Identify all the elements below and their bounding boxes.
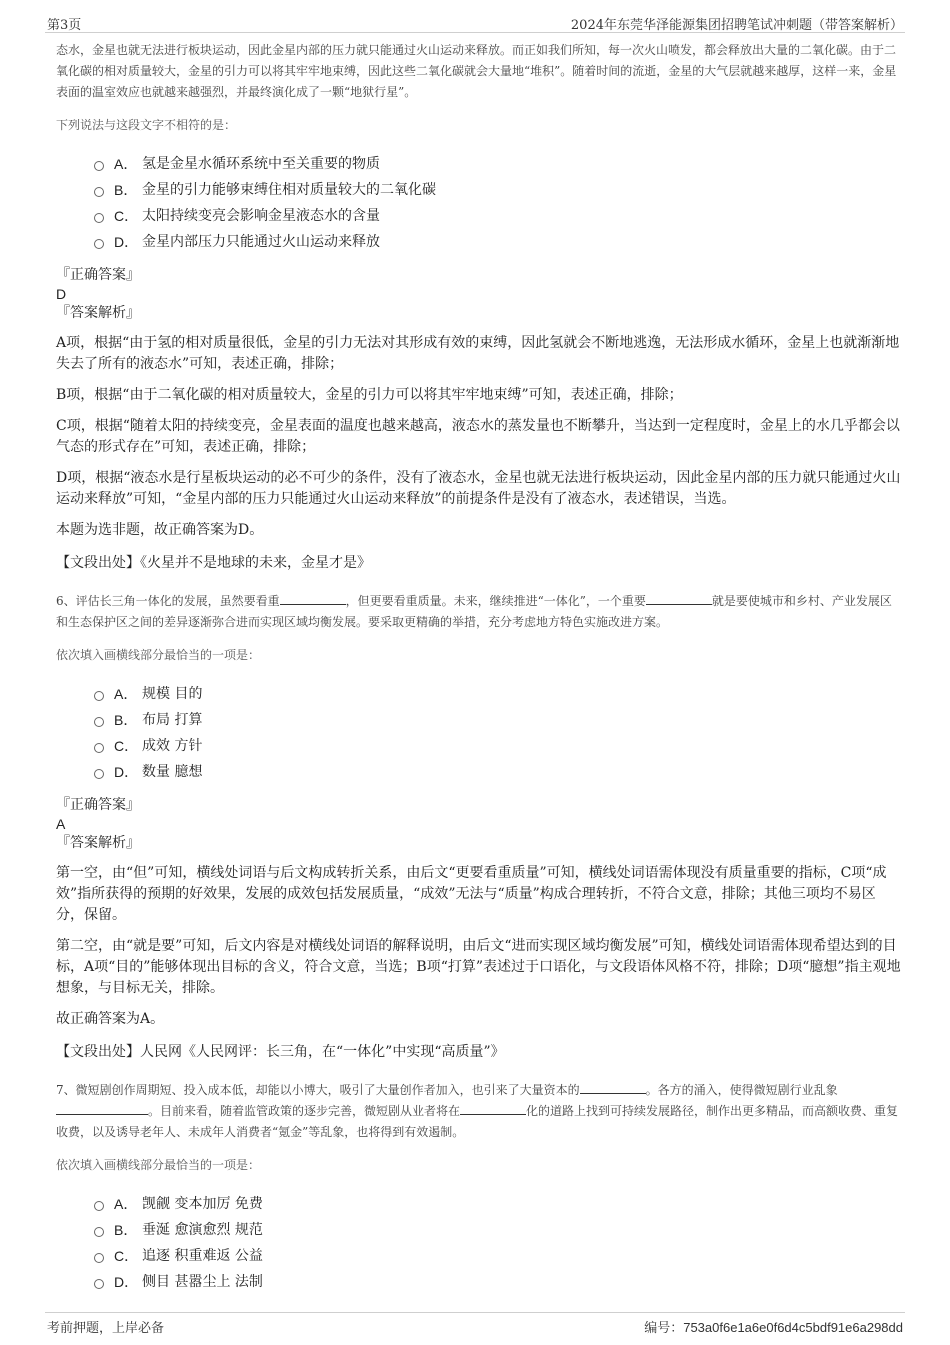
radio-icon[interactable] — [94, 1279, 104, 1289]
q7-options — [94, 1191, 901, 1295]
q5-analysis-label: 『答案解析』 — [56, 305, 140, 321]
radio-icon[interactable] — [94, 161, 104, 171]
q5-analysis-d: D项，根据“液态水是行星板块运动的必不可少的条件，没有了液态水，金星也就无法进行板块运动，因此金星内部的压力就只能通过火山运动来释放”可知，“金星内部的压力只能通过火山运动来释放”的前提条件是没有了液态水，表述错误，当选。 — [56, 470, 901, 507]
q6-option-a[interactable]: A． 规模 目的 — [94, 681, 901, 707]
q6-answer-label: 『正确答案』 — [56, 797, 140, 813]
radio-icon[interactable] — [94, 691, 104, 701]
radio-icon[interactable] — [94, 1253, 104, 1263]
q7-option-b[interactable]: B． 垂涎 愈演愈烈 规范 — [94, 1217, 901, 1243]
q5-conclusion: 本题为选非题，故正确答案为D。 — [56, 522, 264, 538]
blank-line — [460, 1103, 526, 1115]
q6-options — [94, 681, 901, 785]
q5-passage: 态水，金星也就无法进行板块运动，因此金星内部的压力就只能通过火山运动来释放。而正如我们所知，每一次火山喷发，都会释放出大量的二氧化碳。由于二氧化碳的相对质量较大，金星的引力可以将其牢牢地束缚，因此这些二氧化碳就会大量地“堆积”。随着时间的流逝，金星的大气层就越来越厚，这样一来，金星表面的温室效应也就越来越强烈，并最终演化成了一颗“地狱行星”。 — [56, 43, 897, 99]
page-header — [45, 10, 905, 33]
q5-analysis-a: A项，根据“由于氢的相对质量很低，金星的引力无法对其形成有效的束缚，因此氢就会不断地逃逸，无法形成水循环，金星上也就渐渐地失去了所有的液态水”可知，表述正确，排除； — [56, 335, 900, 372]
q6-analysis-blank1: 第一空，由“但”可知，横线处词语与后文构成转折关系，由后文“更要看重质量”可知，横线处词语需体现没有质量重要的指标，C项“成效”指所获得的预期的好效果，发展的成效包括发展质量，“成效”无法与“质量”构成合理转折，不符合文意，排除；其他三项均不易区分，保留。 — [56, 865, 887, 923]
q5-options — [94, 151, 901, 255]
q5-option-d[interactable]: D． 金星内部压力只能通过火山运动来释放 — [94, 229, 901, 255]
q5-option-b[interactable]: B． 金星的引力能够束缚住相对质量较大的二氧化碳 — [94, 177, 901, 203]
q6-option-c[interactable]: C． 成效 方针 — [94, 733, 901, 759]
q5-source: 【文段出处】《火星并不是地球的未来，金星才是》 — [56, 555, 371, 571]
q6-option-b[interactable]: B． 布局 打算 — [94, 707, 901, 733]
radio-icon[interactable] — [94, 1227, 104, 1237]
q5-prompt: 下列说法与这段文字不相符的是： — [56, 118, 237, 132]
radio-icon[interactable] — [94, 769, 104, 779]
q6-analysis-blank2: 第二空，由“就是要”可知，后文内容是对横线处词语的解释说明，由后文“进而实现区域均衡发展”可知，横线处词语需体现希望达到的目标，A项“目的”能够体现出目标的含义，符合文意，当选；B项“打算”表述过于口语化，与文段语体风格不符，排除；D项“臆想”指主观地想象，与目标无关，排除。 — [56, 938, 901, 996]
radio-icon[interactable] — [94, 239, 104, 249]
q6-answer: A — [56, 816, 66, 832]
page-content — [56, 40, 901, 1305]
q7-option-a[interactable]: A． 觊觎 变本加厉 免费 — [94, 1191, 901, 1217]
page-number: 第3页 — [47, 18, 82, 33]
q6-stem: 6、评估长三角一体化的发展，虽然要看重 ，但更要看重质量。未来，继续推进“一体化”，一个重要 就是要使城市和乡村、产业发展区和生态保护区之间的差异逐渐弥合进而实现区域均衡发展。要采取更精确的举措，充分考虑地方特色实施改进方案。 — [56, 594, 892, 629]
q6-conclusion: 故正确答案为A。 — [56, 1011, 165, 1027]
blank-line — [646, 593, 712, 605]
q5-option-c[interactable]: C． 太阳持续变亮会影响金星液态水的含量 — [94, 203, 901, 229]
q7-prompt: 依次填入画横线部分最恰当的一项是： — [56, 1158, 261, 1172]
q6-option-d[interactable]: D． 数量 臆想 — [94, 759, 901, 785]
q6-prompt: 依次填入画横线部分最恰当的一项是： — [56, 648, 261, 662]
document-code: 编号：753a0f6e1a6e0f6d4c5bdf91e6a298dd — [644, 1320, 903, 1336]
radio-icon[interactable] — [94, 743, 104, 753]
q5-analysis-b: B项，根据“由于二氧化碳的相对质量较大，金星的引力可以将其牢牢地束缚”可知，表述正确，排除； — [56, 387, 683, 403]
footer-slogan: 考前押题，上岸必备 — [47, 1321, 165, 1336]
document-title: 2024年东莞华泽能源集团招聘笔试冲刺题（带答案解析） — [570, 18, 903, 33]
blank-line — [580, 1082, 646, 1094]
blank-line — [280, 593, 346, 605]
q5-answer-label: 『正确答案』 — [56, 267, 140, 283]
blank-line — [56, 1103, 148, 1115]
radio-icon[interactable] — [94, 717, 104, 727]
radio-icon[interactable] — [94, 187, 104, 197]
q5-analysis-c: C项，根据“随着太阳的持续变亮，金星表面的温度也越来越高，液态水的蒸发量也不断攀升，当达到一定程度时，金星上的水几乎都会以气态的形式存在”可知，表述正确，排除； — [56, 418, 900, 455]
q6-source: 【文段出处】人民网《人民网评：长三角，在“一体化”中实现“高质量”》 — [56, 1044, 505, 1060]
q7-stem: 7、微短剧创作周期短、投入成本低，却能以小博大，吸引了大量创作者加入，也引来了大量资本的 。各方的涌入，使得微短剧行业乱象。目前来看，随着监管政策的逐步完善，微短剧从业者将在 化的道路上找到可持续发展路径，制作出更多精品，而高额收费、重复收费，以及诱导老年人、未成年人消费者“氪金”等乱象，也将得到有效遏制。 — [56, 1083, 899, 1139]
page-footer — [45, 1312, 905, 1337]
q7-option-d[interactable]: D． 侧目 甚嚣尘上 法制 — [94, 1269, 901, 1295]
radio-icon[interactable] — [94, 213, 104, 223]
q5-answer: D — [56, 286, 67, 302]
q5-option-a[interactable]: A． 氢是金星水循环系统中至关重要的物质 — [94, 151, 901, 177]
radio-icon[interactable] — [94, 1201, 104, 1211]
q6-analysis-label: 『答案解析』 — [56, 835, 140, 851]
q7-option-c[interactable]: C． 追逐 积重难返 公益 — [94, 1243, 901, 1269]
